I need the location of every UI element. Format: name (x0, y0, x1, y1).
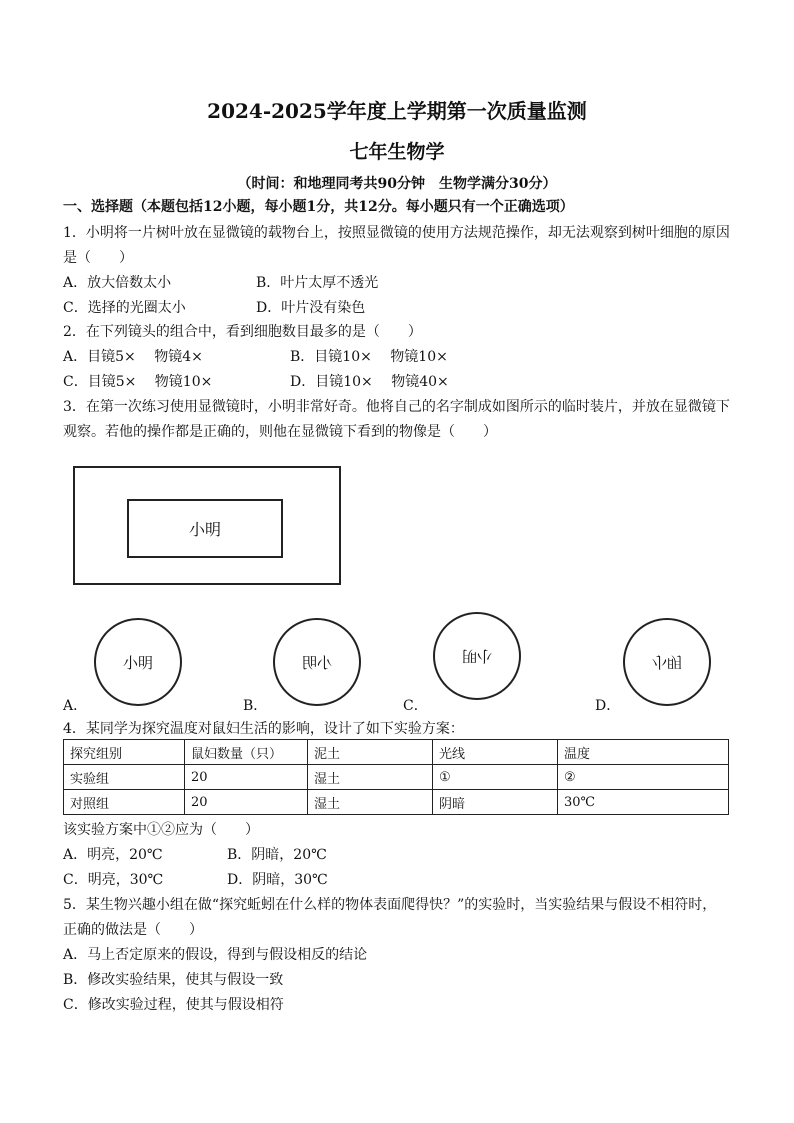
table-cell: ② (558, 765, 729, 790)
exam-title: 2024-2025学年度上学期第一次质量监测 (207, 99, 587, 123)
q3-stem: 3．在第一次练习使用显微镜时，小明非常好奇。他将自己的名字制成如图所示的临时装片，并放在显微镜下 (63, 399, 730, 415)
q4-option-b: B．阴暗，20℃ (227, 847, 327, 863)
option-a-circle (94, 618, 182, 706)
option-b-image-text: 小明 (301, 653, 332, 672)
table-header-row (64, 740, 729, 765)
option-a-image-text: 小明 (122, 653, 153, 672)
q5-stem: 5．某生物兴趣小组在做“探究蚯蚓在什么样的物体表面爬得快？”的实验时，当实验结果与假设不相符时， (63, 897, 717, 913)
table-cell: 阴暗 (433, 790, 558, 815)
q1-option-b: B．叶片太厚不透光 (256, 275, 379, 291)
q4-option-a: A．明亮，20℃ (63, 847, 163, 863)
slide-diagram (73, 466, 341, 585)
q3-label-b: B． (243, 698, 268, 714)
option-d-image-text: 小明 (651, 652, 682, 671)
exam-note: （时间：和地理同考共90分钟 生物学满分30分） (237, 176, 557, 192)
q1-option-c: C．选择的光圈太小 (63, 300, 186, 316)
q5-option-b: B．修改实验结果，使其与假设一致 (63, 972, 284, 988)
q4-stem: 4．某同学为探究温度对鼠妇生活的影响，设计了如下实验方案： (63, 721, 464, 737)
table-cell: 实验组 (64, 765, 185, 790)
table-header-cell: 光线 (433, 740, 558, 765)
q1-option-a: A．放大倍数太小 (63, 275, 172, 291)
q1-stem-cont: 是（ ） (63, 250, 133, 266)
q3-label-a: A． (63, 698, 88, 714)
q4-question: 该实验方案中①②应为（ ） (63, 822, 259, 838)
table-header-cell: 探究组别 (64, 740, 185, 765)
q3-stem-cont: 观察。若他的操作都是正确的，则他在显微镜下看到的物像是（ ） (63, 424, 497, 440)
q4-option-d: D．阴暗，30℃ (227, 872, 328, 888)
q2-stem: 2．在下列镜头的组合中，看到细胞数目最多的是（ ） (63, 324, 422, 340)
table-cell: 20 (185, 790, 308, 815)
table-cell: 30℃ (558, 790, 729, 815)
q5-stem-cont: 正确的做法是（ ） (63, 922, 203, 938)
q2-option-d: D．目镜10× 物镜40× (290, 374, 449, 390)
exam-subject: 七年生物学 (349, 141, 445, 163)
q1-stem: 1．小明将一片树叶放在显微镜的载物台上，按照显微镜的使用方法规范操作，却无法观察到树叶细胞的原因 (63, 225, 730, 241)
q3-label-c: C． (403, 698, 428, 714)
q2-option-a: A．目镜5× 物镜4× (63, 349, 203, 365)
option-d-circle (623, 618, 711, 706)
table-header-cell: 鼠妇数量（只） (185, 740, 308, 765)
table-cell: 20 (185, 765, 308, 790)
option-c-circle (433, 612, 521, 700)
table-row (64, 790, 729, 815)
q5-option-a: A．马上否定原来的假设，得到与假设相反的结论 (63, 947, 368, 963)
q1-option-d: D．叶片没有染色 (256, 300, 366, 316)
q5-option-c: C．修改实验过程，使其与假设相符 (63, 997, 284, 1013)
table-header-cell: 温度 (558, 740, 729, 765)
experiment-table (63, 739, 729, 815)
table-cell: ① (433, 765, 558, 790)
section-heading: 一、选择题（本题包括12小题，每小题1分，共12分。每小题只有一个正确选项） (63, 199, 574, 215)
q4-option-c: C．明亮，30℃ (63, 872, 164, 888)
option-b-circle (273, 618, 361, 706)
q3-label-d: D． (595, 698, 621, 714)
q2-option-c: C．目镜5× 物镜10× (63, 374, 213, 390)
table-cell: 对照组 (64, 790, 185, 815)
table-cell: 湿土 (308, 790, 433, 815)
option-c-image-text: 小明 (461, 646, 492, 665)
slide-label: 小明 (188, 520, 221, 539)
table-cell: 湿土 (308, 765, 433, 790)
table-header-cell: 泥土 (308, 740, 433, 765)
table-row (64, 765, 729, 790)
q2-option-b: B．目镜10× 物镜10× (290, 349, 448, 365)
coverslip (127, 499, 283, 558)
